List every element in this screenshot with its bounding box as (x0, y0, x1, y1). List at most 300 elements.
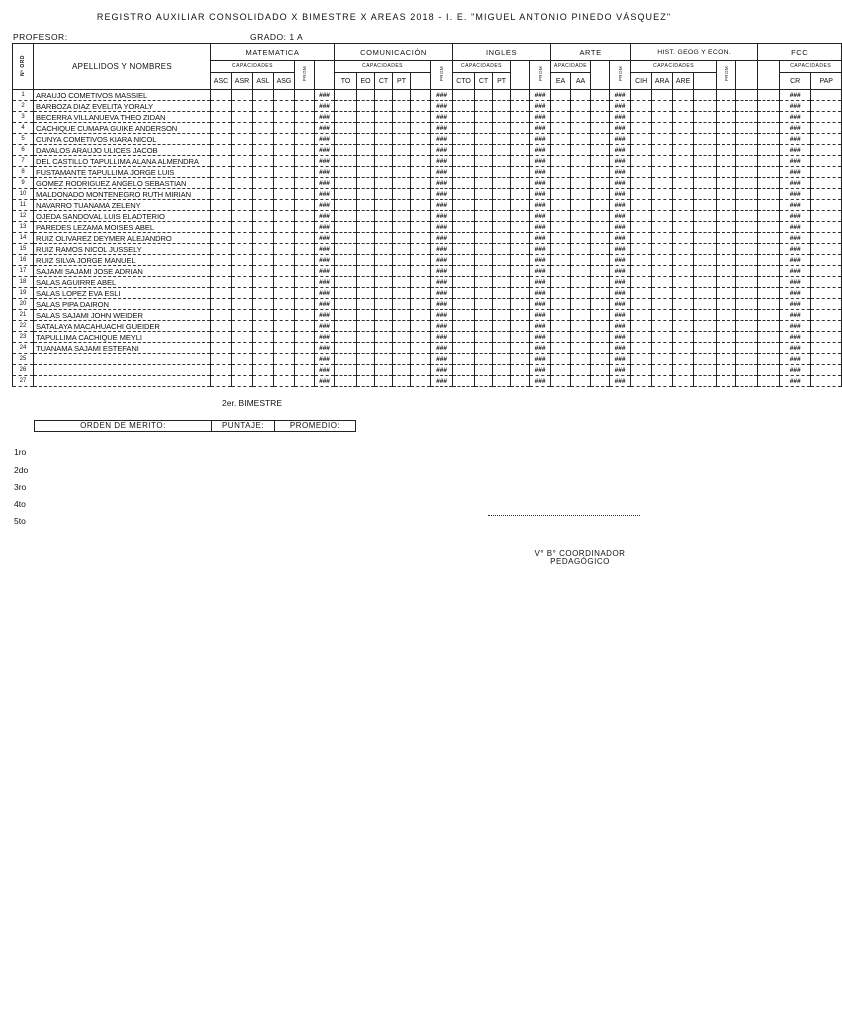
grade-cell (652, 123, 673, 134)
grade-cell (493, 123, 511, 134)
row-number: 11 (13, 200, 34, 211)
prom-cell: ### (610, 299, 631, 310)
grade-cell (571, 156, 591, 167)
grade-cell (717, 244, 736, 255)
prom-cell: ### (530, 90, 551, 101)
row-number: 23 (13, 332, 34, 343)
grade-cell (253, 288, 274, 299)
grade-cell (811, 200, 842, 211)
prom-cell: ### (780, 255, 811, 266)
grade-cell (475, 343, 493, 354)
prom-cell: ### (431, 189, 453, 200)
grade-cell (453, 189, 475, 200)
prom-cell: ### (315, 288, 335, 299)
grade-cell (673, 354, 694, 365)
prom-cell: ### (780, 299, 811, 310)
grade-cell (811, 255, 842, 266)
grade-cell (295, 178, 315, 189)
grade-cell (232, 156, 253, 167)
grade-cell (475, 299, 493, 310)
grade-cell (453, 365, 475, 376)
rank-4: 4to (14, 499, 26, 509)
grade-cell (736, 266, 758, 277)
grade-cell (453, 299, 475, 310)
grade-cell (453, 167, 475, 178)
prom-cell: ### (315, 123, 335, 134)
grade-cell (335, 343, 357, 354)
grade-cell (211, 101, 232, 112)
grade-cell (335, 233, 357, 244)
grade-cell (232, 310, 253, 321)
grade-cell (493, 222, 511, 233)
grade-cell (411, 112, 431, 123)
grade-cell (811, 90, 842, 101)
empty-cell (736, 61, 758, 90)
grade-cell (335, 244, 357, 255)
grade-cell (591, 211, 610, 222)
grade-cell (717, 112, 736, 123)
grade-cell (736, 134, 758, 145)
grade-cell (274, 200, 295, 211)
grade-cell (475, 288, 493, 299)
grade-cell (758, 112, 780, 123)
grade-cell (736, 365, 758, 376)
capacidades-label: CAPACIDADES (631, 61, 717, 73)
grade-cell (295, 90, 315, 101)
prom-cell: ### (610, 332, 631, 343)
grade-cell (673, 112, 694, 123)
grade-cell (571, 101, 591, 112)
grade-cell (411, 178, 431, 189)
grade-cell (571, 332, 591, 343)
prom-cell: ### (315, 354, 335, 365)
grade-cell (375, 200, 393, 211)
grade-cell (274, 90, 295, 101)
student-name: GOMEZ RODRIGUEZ ANGELO SEBASTIAN (34, 178, 211, 189)
grade-cell (591, 200, 610, 211)
grade-cell (335, 222, 357, 233)
grade-cell (694, 134, 717, 145)
grade-cell (758, 178, 780, 189)
grade-cell (232, 145, 253, 156)
empty-cell (315, 61, 335, 90)
prom-cell: ### (315, 266, 335, 277)
grade-cell (232, 112, 253, 123)
grade-cell (493, 244, 511, 255)
grade-cell (393, 321, 411, 332)
grade-cell (758, 365, 780, 376)
grade-cell (631, 189, 652, 200)
grade-cell (274, 112, 295, 123)
grade-cell (493, 112, 511, 123)
capacidades-label: CAPACIDADES (453, 61, 511, 73)
grade-cell (295, 156, 315, 167)
grade-cell (673, 332, 694, 343)
prom-cell: ### (780, 343, 811, 354)
grade-cell (758, 156, 780, 167)
grade-cell (736, 90, 758, 101)
grade-cell (375, 310, 393, 321)
grade-cell (493, 365, 511, 376)
prom-cell: ### (431, 343, 453, 354)
grade-cell (335, 310, 357, 321)
grade-cell (295, 310, 315, 321)
grade-cell (253, 277, 274, 288)
prom-cell: ### (431, 310, 453, 321)
grade-cell (295, 101, 315, 112)
grade-cell (453, 90, 475, 101)
grade-cell (411, 354, 431, 365)
prom-cell: ### (610, 376, 631, 387)
grade-cell (511, 156, 530, 167)
grade-cell (295, 211, 315, 222)
grade-cell (511, 244, 530, 255)
grade-cell (411, 200, 431, 211)
grade-cell (717, 189, 736, 200)
grade-cell (335, 123, 357, 134)
row-number: 13 (13, 222, 34, 233)
grade-cell (811, 277, 842, 288)
grade-cell (811, 134, 842, 145)
area-fcc: FCC (758, 44, 842, 61)
grade-cell (511, 189, 530, 200)
row-number: 16 (13, 255, 34, 266)
grade-cell (811, 332, 842, 343)
grade-cell (758, 167, 780, 178)
table-row (13, 244, 842, 255)
table-row (13, 277, 842, 288)
grade-cell (736, 354, 758, 365)
student-name: SALAS PIPA DAIRON (34, 299, 211, 310)
grade-cell (631, 101, 652, 112)
student-name: SAJAMI SAJAMI JOSE ADRIAN (34, 266, 211, 277)
grade-cell (694, 112, 717, 123)
grade-cell (475, 145, 493, 156)
grade-cell (511, 178, 530, 189)
grade-cell (453, 343, 475, 354)
grade-cell (571, 90, 591, 101)
grade-cell (758, 376, 780, 387)
capacidades-label: APACIDADE (551, 61, 591, 73)
prom-cell: ### (780, 134, 811, 145)
grade-cell (493, 189, 511, 200)
row-number: 9 (13, 178, 34, 189)
grade-cell (551, 343, 571, 354)
table-row (13, 178, 842, 189)
grade-cell (335, 189, 357, 200)
prom-cell: ### (780, 376, 811, 387)
grade-cell (694, 266, 717, 277)
grade-cell (673, 244, 694, 255)
grade-cell (253, 266, 274, 277)
grade-cell (453, 266, 475, 277)
prom-cell: ### (530, 288, 551, 299)
grade-cell (717, 343, 736, 354)
grade-cell (411, 365, 431, 376)
prom-cell: ### (610, 200, 631, 211)
grade-cell (758, 233, 780, 244)
prom-cell: ### (610, 277, 631, 288)
grade-cell (393, 233, 411, 244)
table-row (13, 90, 842, 101)
grade-cell (211, 321, 232, 332)
grade-cell (717, 200, 736, 211)
grade-cell (493, 343, 511, 354)
grade-cell (274, 101, 295, 112)
grade-cell (232, 211, 253, 222)
student-name: DEL CASTILLO TAPULLIMA ALANA ALMENDRA (34, 156, 211, 167)
grade-cell (453, 211, 475, 222)
grade-cell (758, 321, 780, 332)
grade-cell (758, 244, 780, 255)
prom-cell: ### (315, 365, 335, 376)
grade-cell (211, 156, 232, 167)
orden-merito-label: ORDEN DE MERITO: (35, 421, 212, 432)
student-name (34, 376, 211, 387)
grade-cell (211, 288, 232, 299)
grade-cell (511, 277, 530, 288)
grade-cell (253, 200, 274, 211)
grade-cell (335, 200, 357, 211)
grade-cell (811, 288, 842, 299)
table-row (13, 112, 842, 123)
grade-cell (511, 365, 530, 376)
grade-cell (511, 101, 530, 112)
grade-cell (758, 145, 780, 156)
grade-cell (591, 266, 610, 277)
grade-cell (652, 365, 673, 376)
grade-cell (357, 310, 375, 321)
grade-cell (694, 277, 717, 288)
grade-cell (511, 145, 530, 156)
grade-cell (631, 112, 652, 123)
grade-cell (393, 222, 411, 233)
grade-cell (673, 277, 694, 288)
prom-cell: ### (315, 321, 335, 332)
grade-cell (475, 200, 493, 211)
grade-cell (475, 365, 493, 376)
col-names-header: APELLIDOS Y NOMBRES (34, 44, 211, 90)
student-name: SALAS LOPEZ EVA ESLI (34, 288, 211, 299)
grade-cell (453, 134, 475, 145)
grade-cell (232, 178, 253, 189)
grade-cell (274, 376, 295, 387)
grade-cell (453, 145, 475, 156)
grade-cell (673, 288, 694, 299)
grade-cell (232, 222, 253, 233)
prom-label: PROM (295, 61, 315, 90)
cap-header: AA (571, 73, 591, 90)
grade-cell (673, 90, 694, 101)
grade-cell (717, 134, 736, 145)
grade-cell (274, 189, 295, 200)
grade-cell (673, 343, 694, 354)
grade-cell (673, 178, 694, 189)
grade-cell (357, 354, 375, 365)
grade-cell (493, 178, 511, 189)
grade-cell (493, 167, 511, 178)
grade-cell (493, 145, 511, 156)
grade-cell (631, 222, 652, 233)
grade-cell (758, 332, 780, 343)
student-name: RUIZ SILVA JORGE MANUEL (34, 255, 211, 266)
grade-cell (475, 321, 493, 332)
grade-cell (717, 266, 736, 277)
grade-cell (717, 310, 736, 321)
grade-cell (393, 244, 411, 255)
grade-cell (673, 167, 694, 178)
cap-header: TO (335, 73, 357, 90)
capacidades-label: CAPACIDADES (780, 61, 842, 73)
signature-line (488, 515, 640, 516)
grade-cell (274, 321, 295, 332)
grade-cell (493, 310, 511, 321)
prom-cell: ### (610, 112, 631, 123)
grade-cell (393, 255, 411, 266)
grade-cell (357, 167, 375, 178)
prom-cell: ### (315, 112, 335, 123)
grade-cell (211, 200, 232, 211)
student-name (34, 354, 211, 365)
grade-cell (295, 233, 315, 244)
table-row (13, 222, 842, 233)
grade-cell (295, 332, 315, 343)
table-row (13, 101, 842, 112)
grade-cell (591, 145, 610, 156)
grade-cell (673, 156, 694, 167)
student-name: FUSTAMANTE TAPULLIMA JORGE LUIS (34, 167, 211, 178)
grade-cell (357, 222, 375, 233)
grade-cell (232, 200, 253, 211)
grade-cell (295, 266, 315, 277)
prom-cell: ### (315, 90, 335, 101)
grade-cell (211, 189, 232, 200)
grade-cell (411, 123, 431, 134)
grade-cell (211, 134, 232, 145)
grade-cell (717, 354, 736, 365)
row-number: 5 (13, 134, 34, 145)
grade-cell (357, 343, 375, 354)
prom-cell: ### (431, 299, 453, 310)
grade-cell (511, 354, 530, 365)
prom-cell: ### (780, 178, 811, 189)
grade-cell (232, 288, 253, 299)
grade-cell (631, 376, 652, 387)
grade-cell (694, 101, 717, 112)
prom-cell: ### (530, 310, 551, 321)
grade-cell (652, 101, 673, 112)
cap-header: ASR (232, 73, 253, 90)
grade-cell (232, 101, 253, 112)
prom-cell: ### (431, 233, 453, 244)
prom-cell: ### (780, 200, 811, 211)
grade-cell (393, 354, 411, 365)
table-row (13, 156, 842, 167)
table-row (13, 288, 842, 299)
grade-cell (211, 299, 232, 310)
grade-cell (375, 255, 393, 266)
grade-cell (274, 145, 295, 156)
grade-cell (211, 343, 232, 354)
row-number: 19 (13, 288, 34, 299)
row-number: 3 (13, 112, 34, 123)
grade-cell (475, 310, 493, 321)
grado-label: GRADO: 1 A (250, 32, 304, 42)
grade-cell (475, 189, 493, 200)
grade-cell (717, 233, 736, 244)
grade-cell (673, 233, 694, 244)
grade-cell (673, 211, 694, 222)
grade-cell (357, 299, 375, 310)
prom-cell: ### (780, 233, 811, 244)
prom-cell: ### (315, 178, 335, 189)
table-row (13, 332, 842, 343)
grade-cell (493, 255, 511, 266)
grade-cell (736, 277, 758, 288)
grade-cell (694, 321, 717, 332)
grade-cell (736, 101, 758, 112)
grade-cell (736, 343, 758, 354)
grade-cell (357, 244, 375, 255)
grade-cell (295, 255, 315, 266)
grade-cell (335, 277, 357, 288)
grade-cell (673, 376, 694, 387)
table-row (13, 365, 842, 376)
grade-cell (335, 167, 357, 178)
grade-cell (211, 310, 232, 321)
grade-cell (631, 365, 652, 376)
prom-cell: ### (780, 156, 811, 167)
grade-cell (511, 233, 530, 244)
rank-1: 1ro (14, 447, 27, 457)
grade-cell (493, 200, 511, 211)
prom-cell: ### (431, 277, 453, 288)
prom-cell: ### (780, 288, 811, 299)
table-row (13, 376, 842, 387)
cap-header: ASL (253, 73, 274, 90)
grade-cell (591, 310, 610, 321)
prom-cell: ### (530, 211, 551, 222)
grade-cell (475, 211, 493, 222)
table-row (13, 255, 842, 266)
grade-cell (736, 376, 758, 387)
grade-cell (631, 321, 652, 332)
prom-cell: ### (780, 145, 811, 156)
grade-cell (274, 299, 295, 310)
grade-cell (717, 277, 736, 288)
grade-cell (811, 145, 842, 156)
prom-cell: ### (780, 123, 811, 134)
grade-cell (232, 123, 253, 134)
grade-cell (211, 365, 232, 376)
grade-cell (493, 101, 511, 112)
grade-cell (591, 277, 610, 288)
grade-cell (631, 244, 652, 255)
grade-cell (253, 321, 274, 332)
prom-cell: ### (431, 178, 453, 189)
signature-caption (500, 550, 660, 566)
student-name: OJEDA SANDOVAL LUIS ELADTERIO (34, 211, 211, 222)
prom-cell: ### (315, 310, 335, 321)
prom-cell: ### (431, 156, 453, 167)
grade-cell (758, 101, 780, 112)
prom-cell: ### (780, 354, 811, 365)
grade-cell (253, 178, 274, 189)
grade-cell (717, 211, 736, 222)
grade-cell (232, 244, 253, 255)
grade-cell (232, 343, 253, 354)
prom-cell: ### (610, 123, 631, 134)
